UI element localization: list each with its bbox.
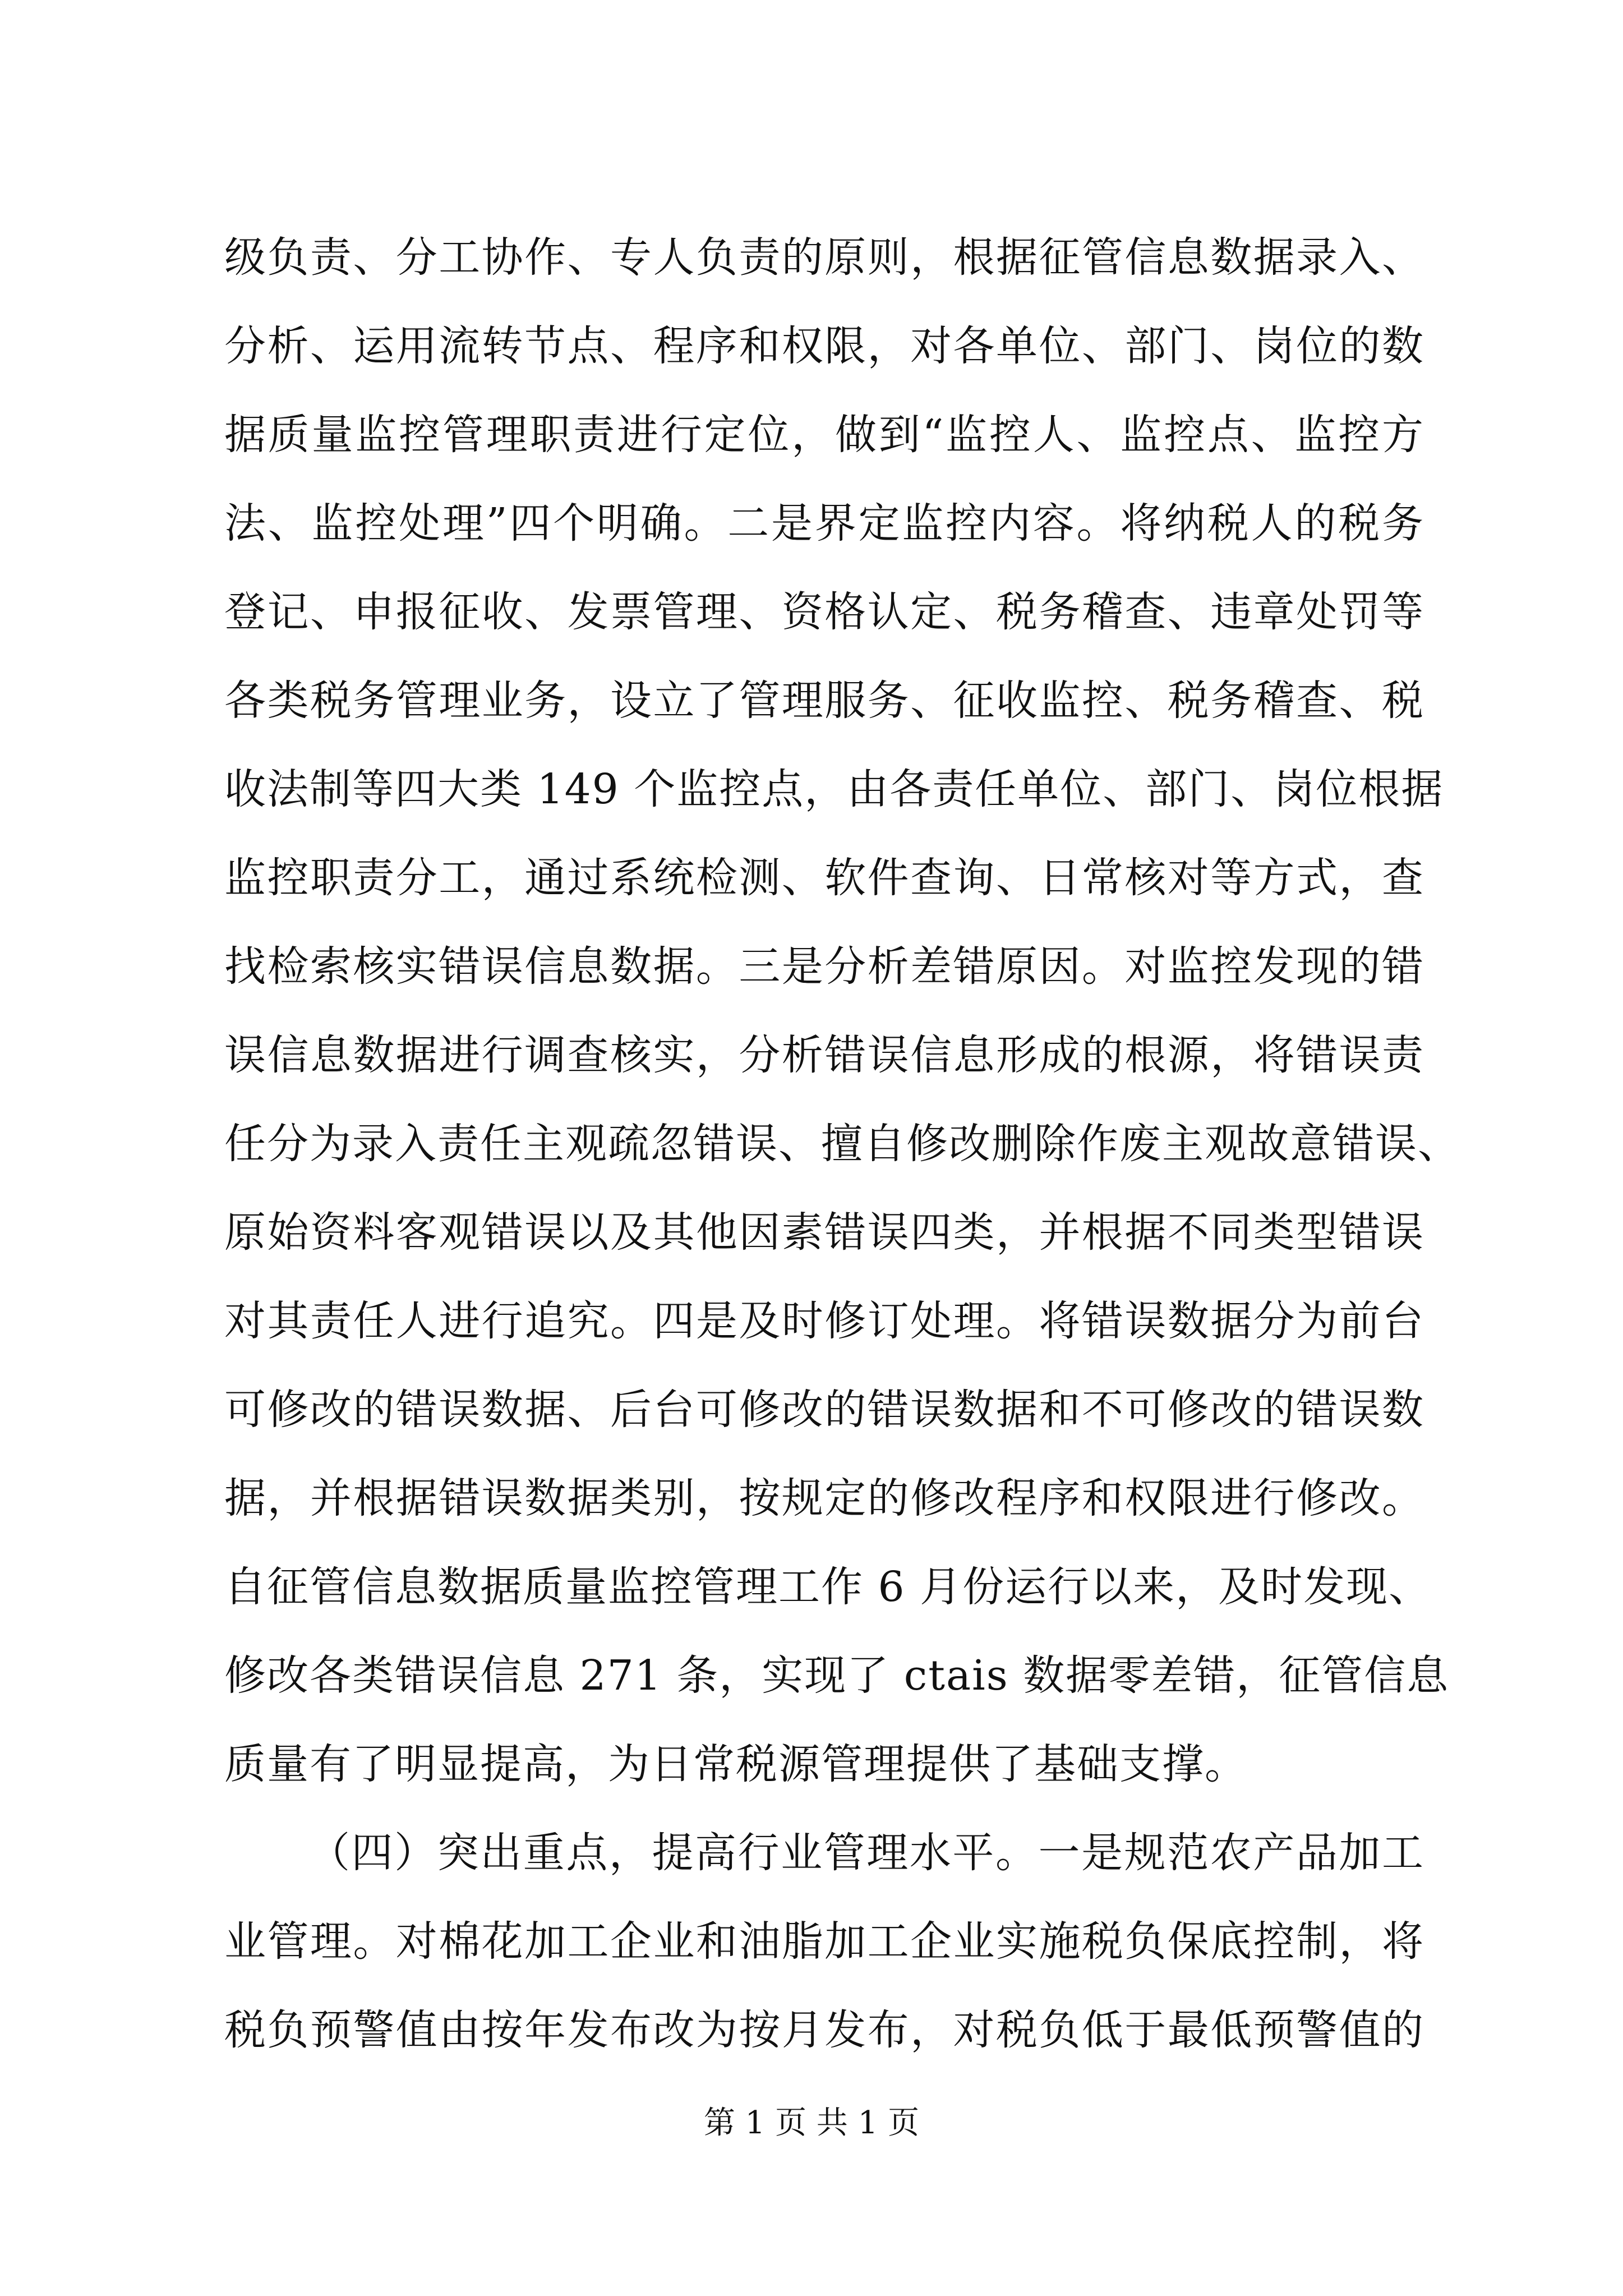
text-line: 误信息数据进行调查核实，分析错误信息形成的根源，将错误责 <box>224 1031 1424 1079</box>
text-line: 找检索核实错误信息数据。三是分析差错原因。对监控发现的错 <box>224 942 1424 991</box>
text-line: 分析、运用流转节点、程序和权限，对各单位、部门、岗位的数 <box>224 322 1424 370</box>
text-line: 任分为录入责任主观疏忽错误、擅自修改删除作废主观故意错误、 <box>224 1120 1460 1168</box>
text-line: 原始资料客观错误以及其他因素错误四类，并根据不同类型错误 <box>224 1208 1424 1257</box>
text-line: 质量有了明显提高，为日常税源管理提供了基础支撑。 <box>224 1740 1247 1788</box>
text-line: 收法制等四大类 149 个监控点，由各责任单位、部门、岗位根据 <box>224 765 1444 813</box>
text-line: 法、监控处理”四个明确。二是界定监控内容。将纳税人的税务 <box>224 499 1424 547</box>
text-line: 登记、申报征收、发票管理、资格认定、税务稽查、违章处罚等 <box>224 588 1424 636</box>
text-line: 监控职责分工，通过系统检测、软件查询、日常核对等方式，查 <box>224 854 1424 902</box>
text-line: 可修改的错误数据、后台可修改的错误数据和不可修改的错误数 <box>224 1386 1424 1434</box>
text-line: 自征管信息数据质量监控管理工作 6 月份运行以来，及时发现、 <box>224 1563 1432 1611</box>
page-number-footer: 第 1 页 共 1 页 <box>703 2105 920 2141</box>
text-line: 业管理。对棉花加工企业和油脂加工企业实施税负保底控制，将 <box>224 1917 1424 1966</box>
text-line: 级负责、分工协作、专人负责的原则，根据征管信息数据录入、 <box>224 233 1424 282</box>
text-line: 据质量监控管理职责进行定位，做到“监控人、监控点、监控方 <box>224 411 1424 459</box>
document-body <box>224 213 1460 2074</box>
text-line: 据，并根据错误数据类别，按规定的修改程序和权限进行修改。 <box>224 1474 1424 1522</box>
text-line: 各类税务管理业务，设立了管理服务、征收监控、税务稽查、税 <box>224 677 1424 725</box>
text-line: 税负预警值由按年发布改为按月发布，对税负低于最低预警值的 <box>224 2006 1424 2054</box>
text-line: 对其责任人进行追究。四是及时修订处理。将错误数据分为前台 <box>224 1297 1424 1345</box>
paragraph-start-line: （四）突出重点，提高行业管理水平。一是规范农产品加工 <box>308 1829 1424 1877</box>
text-line: 修改各类错误信息 271 条，实现了 ctais 数据零差错，征管信息 <box>224 1651 1450 1700</box>
